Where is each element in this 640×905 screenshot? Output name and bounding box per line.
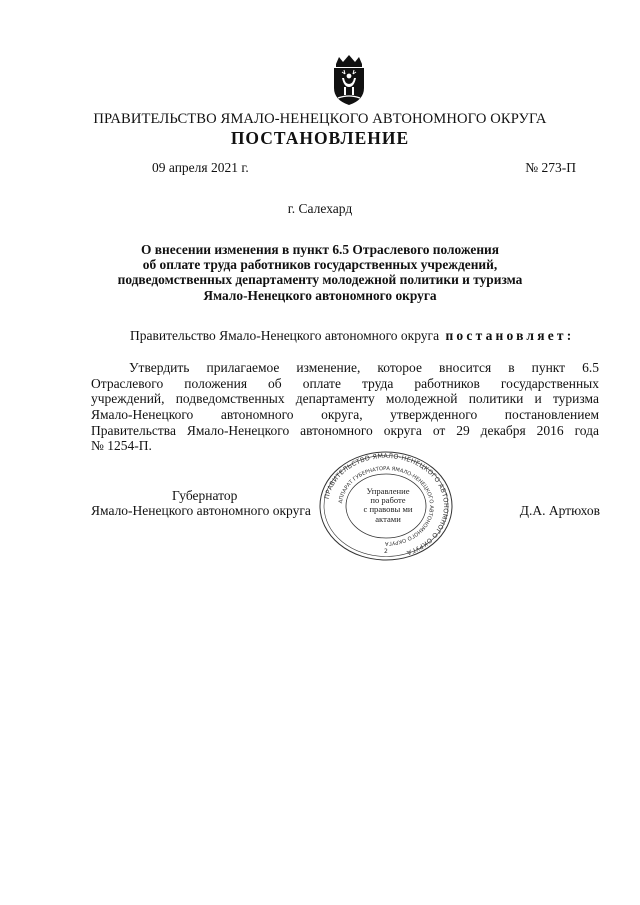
body-line: учреждений, подведомственных департаменту молодежной политики и туризма	[91, 391, 599, 407]
stamp-inner-ring-text: АППАРАТ ГУБЕРНАТОРА ЯМАЛО-НЕНЕЦКОГО АВТОНОМНОГО ОКРУГА	[338, 465, 435, 547]
signatory-name: Д.А. Артюхов	[519, 503, 600, 518]
preamble-verb: постановляет:	[445, 328, 575, 343]
preamble	[130, 328, 574, 344]
title-line: Ямало-Ненецкого автономного округа	[203, 287, 437, 303]
preamble-text: Правительство Ямало-Ненецкого автономного округа	[130, 328, 440, 343]
stamp-number: 2	[384, 548, 388, 555]
document-title	[90, 242, 550, 303]
document-number: № 273-П	[525, 160, 576, 175]
body-line: Утвердить прилагаемое изменение, которое вносится в пункт 6.5	[129, 360, 599, 375]
stamp-line: актами	[375, 513, 401, 524]
document-city: г. Салехард	[287, 201, 353, 216]
government-name: ПРАВИТЕЛЬСТВО ЯМАЛО-НЕНЕЦКОГО АВТОНОМНОГО ОКРУГА	[93, 111, 547, 127]
coat-of-arms-emblem	[328, 54, 370, 106]
stamp-outer-ring-text: ПРАВИТЕЛЬСТВО ЯМАЛО-НЕНЕЦКОГО АВТОНОМНОГО ОКРУГА	[322, 451, 451, 557]
stamp-center-text	[352, 487, 424, 524]
document-type: ПОСТАНОВЛЕНИЕ	[230, 128, 410, 148]
body-line: Правительства Ямало-Ненецкого автономного округа от 29 декабря 2016 года	[91, 422, 599, 438]
title-line: об оплате труда работников государственных учреждений,	[142, 257, 498, 273]
stamp-line: по работе	[370, 495, 406, 506]
document-date: 09 апреля 2021 г.	[152, 160, 249, 175]
body-line: № 1254-П.	[91, 438, 152, 454]
stamp-line: с правовы ми	[363, 504, 413, 515]
signatory-region: Ямало-Ненецкого автономного округа	[91, 503, 311, 518]
resolution-body	[91, 360, 599, 454]
body-line: Ямало-Ненецкого автономного округа, утвержденного постановлением	[91, 407, 599, 423]
title-line: подведомственных департаменту молодежной политики и туризма	[117, 272, 523, 288]
signatory-title: Губернатор	[172, 488, 238, 503]
stamp-line: Управление	[366, 486, 410, 496]
body-line: Отраслевого положения об оплате труда работников государственных	[91, 375, 599, 391]
title-line: О внесении изменения в пункт 6.5 Отраслевого положения	[140, 242, 500, 257]
